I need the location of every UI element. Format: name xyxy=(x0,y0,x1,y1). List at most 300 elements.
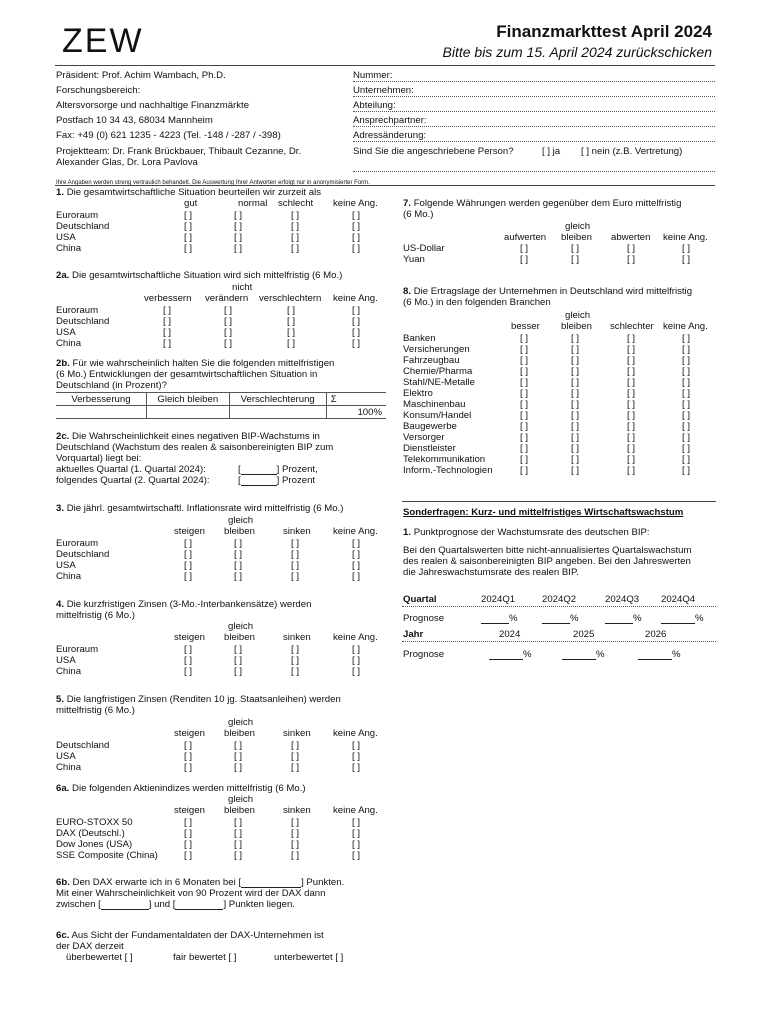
checkbox[interactable]: [ ] xyxy=(234,644,242,655)
info-line: Alexander Glas, Dr. Lora Pavlova xyxy=(56,157,198,168)
field-extra[interactable] xyxy=(353,171,715,172)
checkbox[interactable]: [ ] xyxy=(291,243,299,254)
question-line: mittelfristig (6 Mo.) xyxy=(56,705,135,716)
col-header: bleiben xyxy=(224,728,255,739)
checkbox[interactable]: [ ] xyxy=(184,232,192,243)
question-label: Die gesamtwirtschaftliche Situation beurteilen wir zurzeit als xyxy=(66,187,322,198)
field-adressaenderung[interactable] xyxy=(353,141,715,142)
checkbox[interactable]: [ ] xyxy=(234,751,242,762)
person-yes-checkbox[interactable]: [ ] ja xyxy=(542,146,561,157)
checkbox[interactable]: [ ] xyxy=(234,221,242,232)
quarter-input[interactable] xyxy=(605,613,642,624)
col-header-top: nicht xyxy=(232,282,253,293)
checkbox[interactable]: [ ] xyxy=(352,839,360,850)
unit-label: Prozent, xyxy=(282,464,318,475)
question-number: 2a. xyxy=(56,270,70,281)
checkbox[interactable]: [ ] xyxy=(520,410,528,421)
input-verschlechterung[interactable] xyxy=(229,406,326,419)
checkbox[interactable]: [ ] xyxy=(682,333,690,344)
year-input[interactable] xyxy=(638,649,681,660)
checkbox[interactable]: [ ] xyxy=(682,399,690,410)
input-current-quarter[interactable]: [ ] Prozent, xyxy=(238,464,318,475)
quarter-header: 2024Q1 xyxy=(481,594,516,605)
field-label-abteilung: Abteilung: xyxy=(353,100,396,111)
checkbox[interactable]: [ ] xyxy=(184,644,192,655)
col-header: abwerten xyxy=(611,232,651,243)
checkbox[interactable]: [ ] xyxy=(224,327,232,338)
row-label: Versicherungen xyxy=(403,344,470,355)
checkbox[interactable]: [ ] xyxy=(234,243,242,254)
quarter-input[interactable] xyxy=(661,613,704,624)
checkbox[interactable]: [ ] xyxy=(571,377,579,388)
year-input[interactable] xyxy=(562,649,605,660)
checkbox[interactable]: [ ] xyxy=(352,850,360,861)
input-gleich-bleiben[interactable] xyxy=(146,406,229,419)
question-label: Die kurzfristigen Zinsen (3-Mo.-Interbankensätze) werden xyxy=(66,599,312,610)
question-label: Die jährl. gesamtwirtschaftl. Inflationsrate wird mittelfristig (6 Mo.) xyxy=(66,503,344,514)
checkbox[interactable]: [ ] xyxy=(352,644,360,655)
row-label: USA xyxy=(56,560,76,571)
checkbox[interactable]: [ ] xyxy=(224,338,232,349)
checkbox[interactable]: [ ] xyxy=(571,366,579,377)
privacy-note: Ihre Angaben werden streng vertraulich behandelt. Die Auswertung Ihrer Antworten erfolgt nur in anonymisierter Form. xyxy=(56,180,370,186)
field-ansprechpartner[interactable] xyxy=(353,126,715,127)
checkbox[interactable]: [ ] xyxy=(291,655,299,666)
checkbox[interactable]: [ ] xyxy=(184,560,192,571)
checkbox[interactable]: [ ] xyxy=(627,388,635,399)
checkbox[interactable]: [ ] xyxy=(352,221,360,232)
checkbox[interactable]: [ ] xyxy=(352,316,360,327)
checkbox[interactable]: [ ] xyxy=(520,465,528,476)
checkbox[interactable]: [ ] xyxy=(291,538,299,549)
input-next-quarter[interactable]: [ ] Prozent xyxy=(238,475,316,486)
col-header: besser xyxy=(511,321,540,332)
checkbox[interactable]: [ ] xyxy=(291,817,299,828)
col-header: bleiben xyxy=(224,805,255,816)
checkbox[interactable]: [ ] xyxy=(571,432,579,443)
checkbox[interactable]: [ ] xyxy=(682,243,690,254)
page-title: Finanzmarkttest April 2024 xyxy=(496,22,712,41)
checkbox[interactable]: [ ] xyxy=(287,316,295,327)
question-text xyxy=(56,187,321,198)
checkbox[interactable]: [ ] xyxy=(627,454,635,465)
col-header: schlecht xyxy=(278,198,314,209)
info-line: Altersvorsorge und nachhaltige Finanzmärkte xyxy=(56,100,250,111)
checkbox[interactable]: [ ] xyxy=(520,421,528,432)
checkbox[interactable]: [ ] xyxy=(571,454,579,465)
question-number: 3. xyxy=(56,503,65,514)
checkbox[interactable]: [ ] xyxy=(627,243,635,254)
section-rule xyxy=(55,185,715,186)
col-header: sinken xyxy=(283,728,311,739)
field-unternehmen[interactable] xyxy=(353,96,715,97)
col-header: bleiben xyxy=(224,526,255,537)
col-header: normal xyxy=(238,198,268,209)
checkbox[interactable]: [ ] xyxy=(682,454,690,465)
checkbox[interactable]: [ ] xyxy=(291,666,299,677)
checkbox[interactable]: [ ] xyxy=(234,740,242,751)
checkbox[interactable]: [ ] xyxy=(184,571,192,582)
col-header: sinken xyxy=(283,632,311,643)
checkbox[interactable]: [ ] xyxy=(234,828,242,839)
col-header: steigen xyxy=(174,805,205,816)
checkbox[interactable]: [ ] xyxy=(184,817,192,828)
checkbox[interactable]: [ ] xyxy=(184,221,192,232)
checkbox[interactable]: [ ] xyxy=(520,432,528,443)
checkbox[interactable]: [ ] xyxy=(571,410,579,421)
col-header: keine Ang. xyxy=(663,232,708,243)
checkbox[interactable]: [ ] xyxy=(571,388,579,399)
checkbox[interactable]: [ ] xyxy=(627,254,635,265)
checkbox[interactable]: [ ] xyxy=(184,762,192,773)
checkbox[interactable]: [ ] xyxy=(352,243,360,254)
unit-label: Prozent xyxy=(282,475,316,486)
checkbox[interactable]: [ ] xyxy=(627,410,635,421)
field-nummer[interactable] xyxy=(353,81,715,82)
checkbox[interactable]: [ ] xyxy=(234,210,242,221)
checkbox[interactable]: [ ] xyxy=(234,549,242,560)
checkbox[interactable]: [ ] xyxy=(234,839,242,850)
checkbox[interactable]: [ ] xyxy=(234,666,242,677)
special-heading: Sonderfragen: Kurz- und mittelfristiges Wirtschaftswachstum xyxy=(403,507,684,518)
row-label: EURO-STOXX 50 xyxy=(56,817,133,828)
field-label-adressaenderung: Adressänderung: xyxy=(353,130,427,141)
question-label: Die folgenden Aktienindizes werden mittelfristig (6 Mo.) xyxy=(72,783,306,794)
quarter-input[interactable] xyxy=(542,613,579,624)
checkbox[interactable]: [ ] xyxy=(291,762,299,773)
checkbox[interactable]: [ ] xyxy=(627,355,635,366)
question-text xyxy=(56,503,343,514)
percent-sign: % xyxy=(509,613,518,624)
checkbox[interactable]: [ ] xyxy=(352,210,360,221)
question-label: Die gesamtwirtschaftliche Situation wird sich mittelfristig (6 Mo.) xyxy=(72,270,343,281)
field-abteilung[interactable] xyxy=(353,111,715,112)
checkbox[interactable]: [ ] xyxy=(291,549,299,560)
question-label: Punktprognose der Wachstumsrate des deutschen BIP: xyxy=(413,527,650,538)
checkbox[interactable]: [ ] xyxy=(571,243,579,254)
checkbox[interactable]: [ ] xyxy=(352,666,360,677)
year-header: 2024 xyxy=(499,629,521,640)
row-label: Deutschland xyxy=(56,549,110,560)
question-number: 7. xyxy=(403,198,412,209)
checkbox[interactable]: [ ] xyxy=(627,333,635,344)
col-header: keine Ang. xyxy=(333,728,378,739)
undervalued-checkbox[interactable]: unterbewertet [ ] xyxy=(274,952,344,963)
question-number: 1. xyxy=(56,187,65,198)
dax-range-line xyxy=(56,899,295,910)
question-text xyxy=(56,783,306,794)
row-label: Deutschland xyxy=(56,740,110,751)
dax-range-high-input[interactable] xyxy=(175,900,223,910)
checkbox[interactable]: [ ] xyxy=(520,366,528,377)
question-line: Deutschland (in Prozent)? xyxy=(56,380,167,391)
question-number: 1. xyxy=(403,527,412,538)
row-label: Dienstleister xyxy=(403,443,456,454)
checkbox[interactable]: [ ] xyxy=(291,828,299,839)
checkbox[interactable]: [ ] xyxy=(287,327,295,338)
checkbox[interactable]: [ ] xyxy=(184,751,192,762)
question-line: (6 Mo.) xyxy=(403,209,434,220)
checkbox[interactable]: [ ] xyxy=(520,399,528,410)
person-no-checkbox[interactable]: [ ] nein (z.B. Vertretung) xyxy=(581,146,683,157)
checkbox[interactable]: [ ] xyxy=(352,538,360,549)
year-header: 2025 xyxy=(573,629,595,640)
col-header: keine Ang. xyxy=(333,632,378,643)
question-line: des realen & saisonbereinigten BIP angeben. Bei den Jahreswerten xyxy=(403,556,691,567)
checkbox[interactable]: [ ] xyxy=(682,421,690,432)
question-line: Bei den Quartalswerten bitte nicht-annualisiertes Quartalswachstum xyxy=(403,545,692,556)
row-label: Dow Jones (USA) xyxy=(56,839,133,850)
col-header: Verbesserung xyxy=(56,393,146,406)
question-label: Folgende Währungen werden gegenüber dem Euro mittelfristig xyxy=(413,198,682,209)
field-label-unternehmen: Unternehmen: xyxy=(353,85,414,96)
year-input[interactable] xyxy=(489,649,532,660)
person-question: Sind Sie die angeschriebene Person? xyxy=(353,146,514,157)
question-line: Mit einer Wahrscheinlichkeit von 90 Prozent wird der DAX dann xyxy=(56,888,326,899)
checkbox[interactable]: [ ] xyxy=(184,243,192,254)
checkbox[interactable]: [ ] xyxy=(627,443,635,454)
checkbox[interactable]: [ ] xyxy=(234,538,242,549)
row-label: Inform.-Technologien xyxy=(403,465,493,476)
info-line: Postfach 10 34 43, 68034 Mannheim xyxy=(56,115,213,126)
checkbox[interactable]: [ ] xyxy=(520,355,528,366)
checkbox[interactable]: [ ] xyxy=(352,762,360,773)
checkbox[interactable]: [ ] xyxy=(627,366,635,377)
checkbox[interactable]: [ ] xyxy=(352,751,360,762)
checkbox[interactable]: [ ] xyxy=(234,560,242,571)
checkbox[interactable]: [ ] xyxy=(627,344,635,355)
checkbox[interactable]: [ ] xyxy=(682,254,690,265)
question-label: Die Ertragslage der Unternehmen in Deutschland wird mittelfristig xyxy=(413,286,693,297)
checkbox[interactable]: [ ] xyxy=(291,560,299,571)
checkbox[interactable]: [ ] xyxy=(352,338,360,349)
question-number: 6b. xyxy=(56,877,70,888)
checkbox[interactable]: [ ] xyxy=(682,443,690,454)
checkbox[interactable]: [ ] xyxy=(234,817,242,828)
checkbox[interactable]: [ ] xyxy=(163,305,171,316)
checkbox[interactable]: [ ] xyxy=(571,465,579,476)
quarter-header: 2024Q3 xyxy=(605,594,640,605)
percent-sign: % xyxy=(596,649,605,660)
row-label: China xyxy=(56,571,82,582)
question-line: die Jahreswachstumsrate des realen BIP. xyxy=(403,567,579,578)
checkbox[interactable]: [ ] xyxy=(184,538,192,549)
col-header: bleiben xyxy=(561,232,592,243)
col-header-top: gleich xyxy=(565,221,591,232)
checkbox[interactable]: [ ] xyxy=(682,377,690,388)
question-text xyxy=(56,358,334,369)
percent-sign: % xyxy=(695,613,704,624)
question-text xyxy=(56,930,324,941)
question-label: Für wie wahrscheinlich halten Sie die folgenden mittelfristigen xyxy=(72,358,335,369)
checkbox[interactable]: [ ] xyxy=(291,740,299,751)
row-label: Maschinenbau xyxy=(403,399,466,410)
checkbox[interactable]: [ ] xyxy=(352,828,360,839)
checkbox[interactable]: [ ] xyxy=(234,850,242,861)
question-text xyxy=(403,527,650,538)
overvalued-checkbox[interactable]: überbewertet [ ] xyxy=(66,952,133,963)
col-header: Verschlechterung xyxy=(229,393,326,406)
checkbox[interactable]: [ ] xyxy=(520,454,528,465)
checkbox[interactable]: [ ] xyxy=(520,443,528,454)
checkbox[interactable]: [ ] xyxy=(682,366,690,377)
question-line: (6 Mo.) in den folgenden Branchen xyxy=(403,297,551,308)
probability-table xyxy=(56,392,386,419)
quarter-input[interactable] xyxy=(481,613,518,624)
header-rule xyxy=(55,65,715,66)
input-verbesserung[interactable] xyxy=(56,406,146,419)
row-label: aktuelles Quartal (1. Quartal 2024): xyxy=(56,464,206,475)
dax-forecast-input[interactable] xyxy=(241,878,301,888)
col-header-top: gleich xyxy=(228,717,254,728)
table-rule xyxy=(402,641,716,642)
checkbox[interactable]: [ ] xyxy=(571,333,579,344)
checkbox[interactable]: [ ] xyxy=(352,549,360,560)
question-text xyxy=(56,431,320,442)
question-number: 6c. xyxy=(56,930,70,941)
checkbox[interactable]: [ ] xyxy=(571,344,579,355)
row-label: Deutschland xyxy=(56,221,110,232)
dax-range-low-input[interactable] xyxy=(101,900,149,910)
checkbox[interactable]: [ ] xyxy=(163,338,171,349)
checkbox[interactable]: [ ] xyxy=(184,666,192,677)
checkbox[interactable]: [ ] xyxy=(291,751,299,762)
checkbox[interactable]: [ ] xyxy=(627,432,635,443)
checkbox[interactable]: [ ] xyxy=(352,571,360,582)
row-label: USA xyxy=(56,327,76,338)
checkbox[interactable]: [ ] xyxy=(291,571,299,582)
checkbox[interactable]: [ ] xyxy=(682,388,690,399)
row-label: folgendes Quartal (2. Quartal 2024): xyxy=(56,475,210,486)
row-label: Deutschland xyxy=(56,316,110,327)
sum-total: 100% xyxy=(326,406,386,419)
row-label: Yuan xyxy=(403,254,425,265)
col-header: verbessern xyxy=(144,293,192,304)
checkbox[interactable]: [ ] xyxy=(520,388,528,399)
question-text xyxy=(403,286,692,297)
checkbox[interactable]: [ ] xyxy=(352,327,360,338)
col-header-top: gleich xyxy=(565,310,591,321)
checkbox[interactable]: [ ] xyxy=(352,305,360,316)
special-rule xyxy=(402,501,716,502)
table-rule xyxy=(402,606,716,607)
checkbox[interactable]: [ ] xyxy=(627,399,635,410)
checkbox[interactable]: [ ] xyxy=(291,232,299,243)
checkbox[interactable]: [ ] xyxy=(520,243,528,254)
checkbox[interactable]: [ ] xyxy=(571,399,579,410)
col-header: keine Ang. xyxy=(663,321,708,332)
checkbox[interactable]: [ ] xyxy=(224,316,232,327)
dax-forecast-unit: ] Punkten. xyxy=(301,877,345,888)
checkbox[interactable]: [ ] xyxy=(571,443,579,454)
checkbox[interactable]: [ ] xyxy=(571,254,579,265)
checkbox[interactable]: [ ] xyxy=(224,305,232,316)
field-label-ansprechpartner: Ansprechpartner: xyxy=(353,115,427,126)
checkbox[interactable]: [ ] xyxy=(520,333,528,344)
question-text xyxy=(56,270,342,281)
checkbox[interactable]: [ ] xyxy=(184,210,192,221)
checkbox[interactable]: [ ] xyxy=(520,254,528,265)
checkbox[interactable]: [ ] xyxy=(352,560,360,571)
row-label: Fahrzeugbau xyxy=(403,355,460,366)
row-label: Banken xyxy=(403,333,436,344)
col-header-sum: Σ xyxy=(326,393,386,406)
checkbox[interactable]: [ ] xyxy=(627,465,635,476)
checkbox[interactable]: [ ] xyxy=(520,377,528,388)
row-label: USA xyxy=(56,655,76,666)
percent-sign: % xyxy=(672,649,681,660)
checkbox[interactable]: [ ] xyxy=(682,432,690,443)
col-header: keine Ang. xyxy=(333,805,378,816)
question-text xyxy=(56,599,311,610)
checkbox[interactable]: [ ] xyxy=(352,655,360,666)
row-label: Euroraum xyxy=(56,644,99,655)
quarter-header: 2024Q4 xyxy=(661,594,696,605)
checkbox[interactable]: [ ] xyxy=(291,210,299,221)
checkbox[interactable]: [ ] xyxy=(291,850,299,861)
checkbox[interactable]: [ ] xyxy=(287,305,295,316)
checkbox[interactable]: [ ] xyxy=(627,377,635,388)
checkbox[interactable]: [ ] xyxy=(184,655,192,666)
prognose-label: Prognose xyxy=(403,613,445,624)
year-header: 2026 xyxy=(645,629,667,640)
question-label: Aus Sicht der Fundamentaldaten der DAX-Unternehmen ist xyxy=(71,930,324,941)
col-header: keine Ang. xyxy=(333,526,378,537)
checkbox[interactable]: [ ] xyxy=(571,355,579,366)
checkbox[interactable]: [ ] xyxy=(291,839,299,850)
checkbox[interactable]: [ ] xyxy=(291,644,299,655)
checkbox[interactable]: [ ] xyxy=(682,355,690,366)
field-label-nummer: Nummer: xyxy=(353,70,393,81)
checkbox[interactable]: [ ] xyxy=(184,828,192,839)
checkbox[interactable]: [ ] xyxy=(352,740,360,751)
question-number: 6a. xyxy=(56,783,70,794)
question-line: der DAX derzeit xyxy=(56,941,124,952)
col-header-top: gleich xyxy=(228,794,254,805)
row-label: Chemie/Pharma xyxy=(403,366,473,377)
checkbox[interactable]: [ ] xyxy=(627,421,635,432)
row-label: China xyxy=(56,666,82,677)
checkbox[interactable]: [ ] xyxy=(352,817,360,828)
checkbox[interactable]: [ ] xyxy=(234,655,242,666)
checkbox[interactable]: [ ] xyxy=(163,327,171,338)
question-number: 4. xyxy=(56,599,65,610)
checkbox[interactable]: [ ] xyxy=(682,410,690,421)
checkbox[interactable]: [ ] xyxy=(352,232,360,243)
checkbox[interactable]: [ ] xyxy=(287,338,295,349)
info-line: Forschungsbereich: xyxy=(56,85,141,96)
checkbox[interactable]: [ ] xyxy=(682,465,690,476)
checkbox[interactable]: [ ] xyxy=(234,571,242,582)
checkbox[interactable]: [ ] xyxy=(234,762,242,773)
checkbox[interactable]: [ ] xyxy=(682,344,690,355)
checkbox[interactable]: [ ] xyxy=(291,221,299,232)
percent-sign: % xyxy=(570,613,579,624)
row-label: Euroraum xyxy=(56,538,99,549)
checkbox[interactable]: [ ] xyxy=(163,316,171,327)
col-header-top: gleich xyxy=(228,621,254,632)
checkbox[interactable]: [ ] xyxy=(184,549,192,560)
checkbox[interactable]: [ ] xyxy=(571,421,579,432)
checkbox[interactable]: [ ] xyxy=(184,839,192,850)
checkbox[interactable]: [ ] xyxy=(234,232,242,243)
checkbox[interactable]: [ ] xyxy=(184,850,192,861)
checkbox[interactable]: [ ] xyxy=(520,344,528,355)
fair-valued-checkbox[interactable]: fair bewertet [ ] xyxy=(173,952,237,963)
checkbox[interactable]: [ ] xyxy=(184,740,192,751)
info-line: Projektteam: Dr. Frank Brückbauer, Thibault Cezanne, Dr. xyxy=(56,146,302,157)
col-header: verschlechtern xyxy=(259,293,322,304)
